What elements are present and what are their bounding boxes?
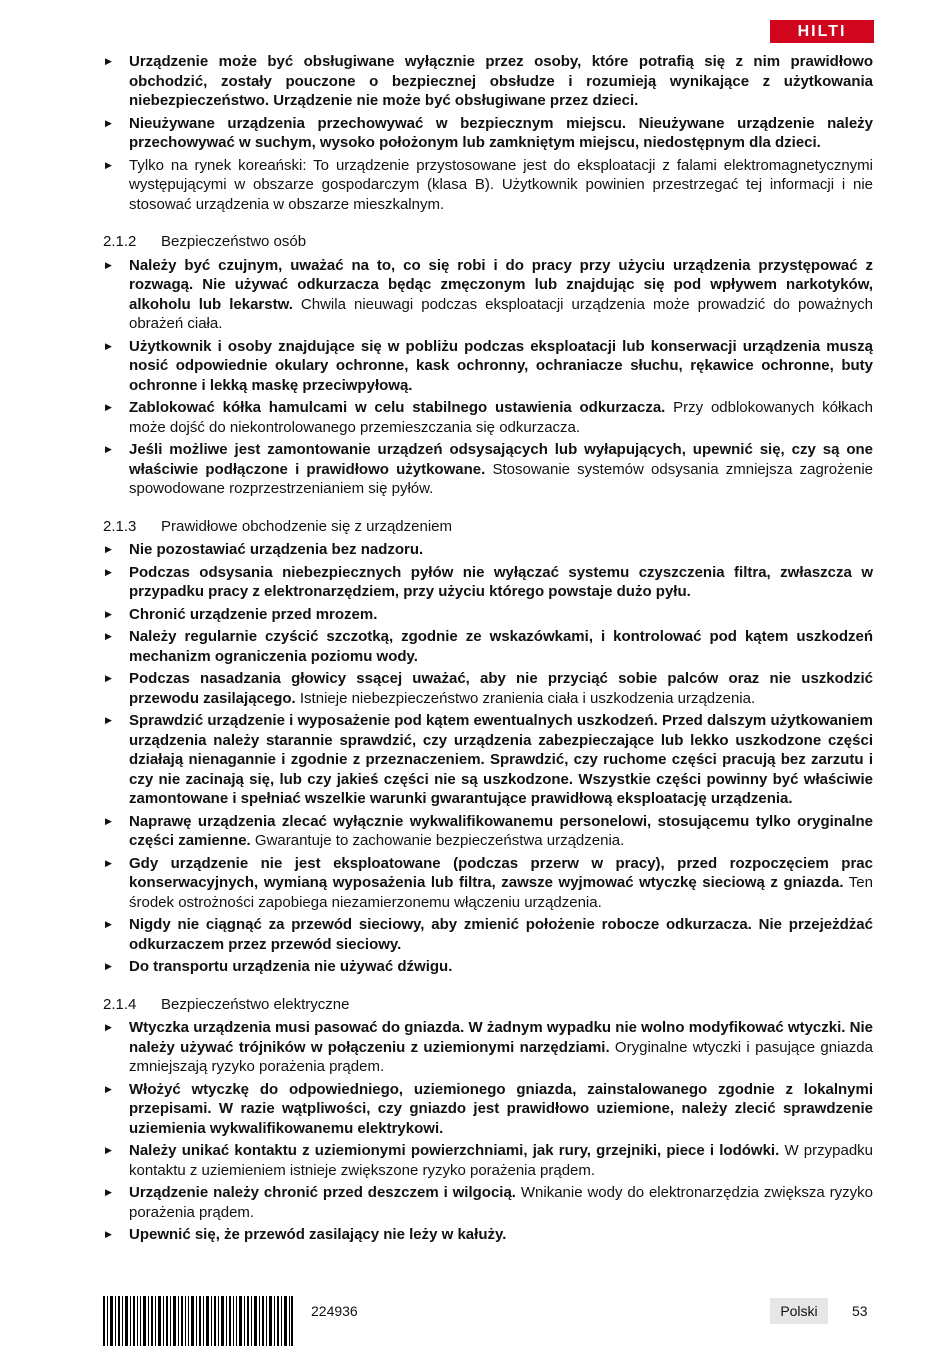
- list-item: ▶ Tylko na rynek koreański: To urządzenie przystosowane jest do eksploatacji z falami elektromagnetycznymi występującymi w obszarze gospodarczym (klasa B). Użytkownik powinien przestrzegać tej informacji i nie stosować urządzenia w obszarze mieszkalnym.: [105, 156, 873, 213]
- bullet-icon: ▶: [105, 566, 112, 577]
- section-title: Bezpieczeństwo elektryczne: [161, 995, 350, 1013]
- section-number: 2.1.4: [103, 995, 137, 1013]
- hilti-logo: [770, 20, 874, 43]
- bullet-icon: ▶: [105, 919, 112, 929]
- bullet-icon: ▶: [105, 544, 112, 554]
- list-item: ▶ Włożyć wtyczkę do odpowiedniego, uziemionego gniazda, zainstalowanego zgodnie z lokalnymi przepisami. W razie wątpliwości, czy gniazdo jest prawidłowo uziemione, należy zlecić sprawdzenie uziemienia wykwalifikowanemu elektrykowi.: [105, 1080, 873, 1137]
- list-item: ▶ Gdy urządzenie nie jest eksploatowane (podczas przerw w pracy), przed rozpoczęciem prac konserwacyjnych, wymianą wyposażenia lub filtra, zawsze wyjmować wtyczkę sieciową z gniazda. Ten środek ostrożności zapobiega niezamierzonemu włączeniu urządzenia.: [105, 854, 873, 911]
- barcode: [103, 1296, 293, 1346]
- list-item: ▶ Urządzenie należy chronić przed deszczem i wilgocią. Wnikanie wody do elektronarzędzia zwiększa ryzyko porażenia prądem.: [105, 1184, 873, 1221]
- bullet-icon: ▶: [105, 673, 112, 683]
- page-number: 53: [852, 1303, 868, 1319]
- bullet-icon: ▶: [105, 815, 112, 826]
- page-content: [103, 52, 873, 1248]
- bullet-icon: ▶: [105, 1187, 112, 1197]
- bullet-icon: ▶: [105, 631, 112, 641]
- intro-list: [103, 52, 873, 214]
- list-item: ▶ Urządzenie może być obsługiwane wyłącznie przez osoby, które potrafią się z nim prawidłowo obchodzić, zostały pouczone o bezpiecznej obsłudze i rozumieją wynikające z użytkowania niebezpieczeństwo. Urządzenie nie może być obsługiwane przez dzieci.: [105, 53, 873, 109]
- list-item: ▶ Naprawę urządzenia zlecać wyłącznie wykwalifikowanemu personelowi, stosującemu tylko oryginalne części zamienne. Gwarantuje to zachowanie bezpieczeństwa urządzenia.: [105, 812, 873, 849]
- list-item: ▶ Nigdy nie ciągnąć za przewód sieciowy, aby zmienić położenie robocze odkurzacza. Nie przejeżdżać odkurzaczem przez przewód sieciowy.: [105, 916, 873, 953]
- section-heading: [103, 517, 873, 537]
- bullet-icon: ▶: [105, 961, 112, 971]
- section-list: [103, 256, 873, 499]
- language-badge: Polski: [770, 1298, 828, 1324]
- bullet-icon: ▶: [105, 340, 112, 351]
- list-item: ▶ Należy być czujnym, uważać na to, co się robi i do pracy przy użyciu urządzenia przystępować z rozwagą. Nie używać odkurzacza będąc zmęczonym lub znajdując się pod wpływem narkotyków, alkoholu lub lekarstw. Chwila nieuwagi podczas eksploatacji urządzenia może prowadzić do poważnych obrażeń ciała.: [105, 256, 873, 332]
- list-item: ▶ Upewnić się, że przewód zasilający nie leży w kałuży.: [105, 1226, 507, 1243]
- bullet-icon: ▶: [105, 1022, 112, 1032]
- list-item: ▶ Do transportu urządzenia nie używać dźwigu.: [105, 958, 453, 975]
- bullet-icon: ▶: [105, 1145, 112, 1155]
- list-item: ▶ Podczas odsysania niebezpiecznych pyłów nie wyłączać systemu czyszczenia filtra, zwłaszcza w przypadku pracy z elektronarzędziem, przy użyciu którego powstaje dużo pyłu.: [105, 563, 873, 600]
- bullet-icon: ▶: [105, 857, 112, 868]
- bullet-icon: ▶: [105, 1083, 112, 1094]
- section-list: [103, 1018, 873, 1245]
- bullet-icon: ▶: [105, 56, 112, 66]
- list-item: ▶ Chronić urządzenie przed mrozem.: [105, 605, 378, 623]
- section-number: 2.1.3: [103, 517, 137, 535]
- document-code: 224936: [311, 1303, 358, 1319]
- bullet-icon: ▶: [105, 159, 112, 170]
- list-item: ▶ Należy regularnie czyścić szczotką, zgodnie ze wskazówkami, i kontrolować pod kątem uszkodzeń mechanizm ograniczenia poziomu wody.: [105, 628, 873, 665]
- list-item: ▶ Zablokować kółka hamulcami w celu stabilnego ustawienia odkurzacza. Przy odblokowanych kółkach może dojść do niekontrolowanego przemieszczania się odkurzacza.: [105, 399, 873, 436]
- section-number: 2.1.2: [103, 233, 137, 250]
- list-item: ▶ Należy unikać kontaktu z uziemionymi powierzchniami, jak rury, grzejniki, piece i lodówki. W przypadku kontaktu z uziemieniem istnieje zwiększone ryzyko porażenia prądem.: [105, 1142, 874, 1179]
- section-heading: [103, 232, 873, 252]
- section-list: [103, 540, 873, 977]
- bullet-icon: ▶: [105, 259, 112, 270]
- bullet-icon: ▶: [105, 608, 112, 619]
- bullet-icon: ▶: [105, 444, 112, 454]
- list-item: ▶ Użytkownik i osoby znajdujące się w pobliżu podczas eksploatacji lub konserwacji urządzenia muszą nosić odpowiednie okulary ochronne, kask ochronny, ochraniacze słuchu, rękawice ochronne, buty ochronne i lekką maskę przeciwpyłową.: [105, 337, 873, 394]
- list-item: ▶ Wtyczka urządzenia musi pasować do gniazda. W żadnym wypadku nie wolno modyfikować wtyczki. Nie należy używać trójników w połączeniu z uziemionymi narzędziami. Oryginalne wtyczki i pasujące gniazda zmniejszają ryzyko porażenia prądem.: [105, 1019, 873, 1075]
- bullet-icon: ▶: [105, 402, 112, 412]
- section-title: Bezpieczeństwo osób: [161, 233, 307, 250]
- bullet-icon: ▶: [105, 117, 112, 128]
- section-title: Prawidłowe obchodzenie się z urządzeniem: [161, 517, 452, 535]
- list-item: ▶ Nie pozostawiać urządzenia bez nadzoru.: [105, 541, 424, 558]
- list-item: ▶ Jeśli możliwe jest zamontowanie urządzeń odsysających lub wyłapujących, upewnić się, czy są one właściwie podłączone i prawidłowo użytkowane. Stosowanie systemów odsysania zmniejsza zagrożenie spowodowane rozprzestrzenianiem się pyłów.: [105, 441, 873, 497]
- bullet-icon: ▶: [105, 715, 112, 725]
- list-item: ▶ Sprawdzić urządzenie i wyposażenie pod kątem ewentualnych uszkodzeń. Przed dalszym użytkowaniem urządzenia należy starannie sprawdzić, czy urządzenia zabezpieczające lub lekko uszkodzone części działają nienagannie i zgodnie z przeznaczeniem. Sprawdzić, czy ruchome części pracują bez zarzutu i czy nie zacinają się, lub czy jakieś części nie są uszkodzone. Wszystkie części powinny być właściwie zamontowane i spełniać wszelkie warunki gwarantujące prawidłową eksploatację urządzenia.: [105, 712, 873, 807]
- section-heading: [103, 995, 873, 1015]
- list-item: ▶ Podczas nasadzania głowicy ssącej uważać, aby nie przyciąć sobie palców oraz nie uszkodzić przewodu zasilającego. Istnieje niebezpieczeństwo zranienia ciała i uszkodzenia urządzenia.: [105, 670, 873, 707]
- logo-text: HILTI: [797, 23, 847, 40]
- list-item: ▶ Nieużywane urządzenia przechowywać w bezpiecznym miejscu. Nieużywane urządzenie należy przechowywać w suchym, wysoko położonym lub zamkniętym miejscu, niedostępnym dla dzieci.: [105, 114, 873, 151]
- bullet-icon: ▶: [105, 1229, 112, 1239]
